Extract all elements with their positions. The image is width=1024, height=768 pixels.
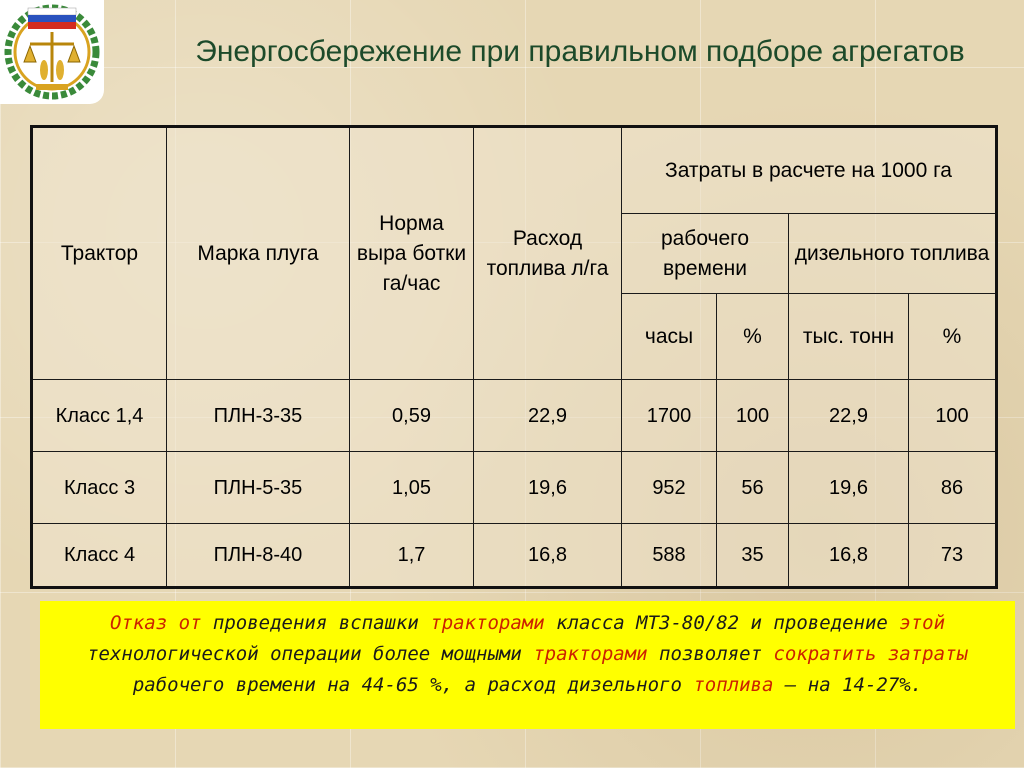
note-segment: позволяет [647, 643, 774, 665]
table-row [32, 524, 997, 588]
header-diesel: дизельного топлива [789, 214, 997, 294]
header-hours-percent: % [717, 294, 789, 380]
header-work-time: рабочего времени [622, 214, 789, 294]
data-table [30, 125, 998, 589]
cell-fuel: 16,8 [474, 524, 622, 588]
header-plough: Марка плуга [167, 127, 350, 380]
header-thousand-tons: тыс. тонн [789, 294, 909, 380]
header-tractor: Трактор [32, 127, 167, 380]
cell-hours: 588 [622, 524, 717, 588]
emblem-icon [0, 0, 104, 104]
cell-norm: 0,59 [350, 380, 474, 452]
header-tons-percent: % [909, 294, 997, 380]
header-hours: часы [622, 294, 717, 380]
note-segment: этой [899, 612, 946, 634]
cell-hours-percent: 100 [717, 380, 789, 452]
note-segment: рабочего времени на 44-65 %, а расход дизельного [132, 674, 694, 696]
cell-tons-percent: 86 [909, 452, 997, 524]
cell-hours: 1700 [622, 380, 717, 452]
header-norm: Норма выра ботки га/час [350, 127, 474, 380]
table-row [32, 380, 997, 452]
note-segment: класса МТЗ-80/82 и проведение [544, 612, 900, 634]
cell-norm: 1,7 [350, 524, 474, 588]
note-segment: Отказ от [109, 612, 202, 634]
conclusion-note [40, 601, 1015, 729]
cell-fuel: 22,9 [474, 380, 622, 452]
cell-hours-percent: 56 [717, 452, 789, 524]
cell-tons-percent: 100 [909, 380, 997, 452]
cell-tons: 22,9 [789, 380, 909, 452]
header-fuel-rate: Расход топлива л/га [474, 127, 622, 380]
note-segment: тракторами [430, 612, 545, 634]
cell-tons: 16,8 [789, 524, 909, 588]
cell-tractor: Класс 1,4 [32, 380, 167, 452]
data-table-container [30, 125, 995, 586]
cell-plough: ПЛН-5-35 [167, 452, 350, 524]
note-segment: проведения вспашки [201, 612, 431, 634]
cell-hours: 952 [622, 452, 717, 524]
note-segment: – на 14-27%. [773, 674, 923, 696]
cell-hours-percent: 35 [717, 524, 789, 588]
cell-tractor: Класс 4 [32, 524, 167, 588]
cell-fuel: 19,6 [474, 452, 622, 524]
header-costs: Затраты в расчете на 1000 га [622, 127, 997, 214]
cell-tons: 19,6 [789, 452, 909, 524]
cell-plough: ПЛН-3-35 [167, 380, 350, 452]
cell-norm: 1,05 [350, 452, 474, 524]
cell-tractor: Класс 3 [32, 452, 167, 524]
note-segment: тракторами [533, 643, 648, 665]
note-segment: технологической операции более мощными [87, 643, 534, 665]
cell-tons-percent: 73 [909, 524, 997, 588]
cell-plough: ПЛН-8-40 [167, 524, 350, 588]
table-row [32, 452, 997, 524]
note-segment: сократить затраты [773, 643, 968, 665]
page-title: Энергосбережение при правильном подборе агрегатов [195, 35, 965, 68]
note-segment: топлива [693, 674, 774, 696]
